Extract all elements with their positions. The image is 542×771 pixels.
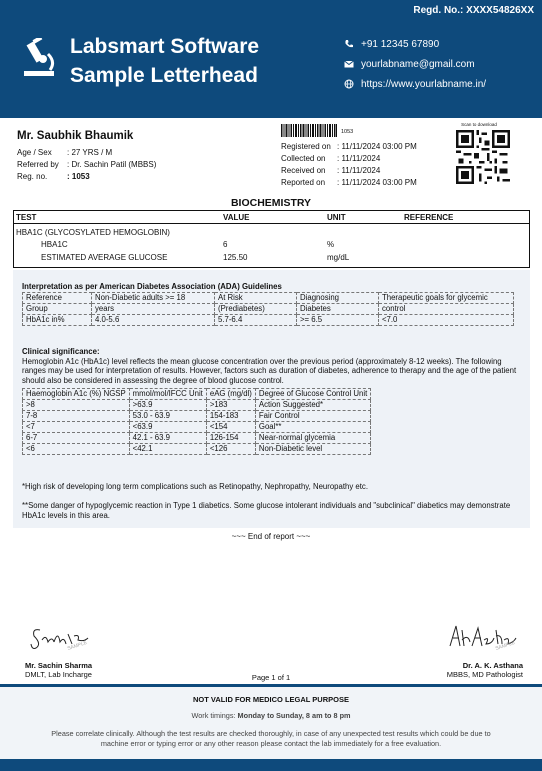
date-reported	[281, 176, 417, 188]
right-signatory-name: Dr. A. K. Asthana	[462, 661, 523, 670]
table-cell: mmol/mol/IFCC Unit	[129, 389, 206, 400]
date-value: : 11/11/2024	[337, 153, 381, 163]
table-cell: 42.1 - 63.9	[129, 433, 206, 444]
footer-bar	[0, 759, 542, 771]
right-signatory-title: MBBS, MD Pathologist	[446, 670, 523, 679]
qr-block	[437, 122, 521, 186]
footer	[0, 684, 542, 771]
email-row	[344, 54, 486, 74]
table-cell: 154-183	[206, 411, 255, 422]
header-test: TEST	[16, 212, 37, 222]
date-value: : 11/11/2024	[337, 165, 381, 175]
table-cell: Action Suggested*	[255, 400, 370, 411]
table-cell: >183	[206, 400, 255, 411]
table-cell: eAG (mg/dl)	[206, 389, 255, 400]
table-row	[23, 315, 514, 326]
table-cell: 53.0 - 63.9	[129, 411, 206, 422]
note-complications: *High risk of developing long term complications such as Retinopathy, Nephropathy, Neuropathy etc.	[22, 482, 368, 491]
table-cell: Diabetes	[297, 304, 379, 315]
website-link[interactable]: https://www.yourlabname.in/	[361, 78, 487, 90]
reg-value: : 1053	[67, 171, 90, 181]
disclaimer: Please correlate clinically. Although the test results are checked thoroughly, in case of any unexpected test results which could be due to machine error or typing error or any other reason please contact the lab immediately for a free evaluation.	[51, 729, 491, 748]
barcode	[281, 124, 337, 137]
table-row	[14, 239, 529, 252]
sample-dates	[281, 140, 417, 188]
date-received	[281, 164, 417, 176]
page-number: Page 1 of 1	[251, 673, 291, 682]
table-cell: <7.0	[379, 315, 514, 326]
table-row	[23, 304, 514, 315]
test-unit: mg/dL	[327, 252, 350, 262]
age-sex-value: : 27 YRS / M	[67, 147, 113, 157]
table-cell: >= 6.5	[297, 315, 379, 326]
not-valid-notice: NOT VALID FOR MEDICO LEGAL PURPOSE	[193, 695, 349, 704]
clinical-text: Hemoglobin A1c (HbA1c) level reflects the mean glucose concentration over the previous period (approximately 8-12 weeks). The following ranges may be used for interpretation of results. However, factors such as duration of diabetes, adherence to therapy and the age of the patient should also be considered in assessing the degree of blood glucose control.	[22, 356, 517, 385]
table-cell: 5.7-6.4	[215, 315, 297, 326]
lab-title-line1: Labsmart Software	[70, 35, 260, 58]
reg-label: Reg. no.	[17, 171, 48, 181]
age-sex-label: Age / Sex	[17, 147, 52, 157]
test-value: 125.50	[223, 252, 248, 262]
email-address[interactable]: yourlabname@gmail.com	[361, 58, 475, 70]
lab-title-line2: Sample Letterhead	[70, 64, 258, 87]
table-cell: Group	[23, 304, 92, 315]
right-signature	[446, 620, 522, 654]
timings-label: Work timings:	[191, 711, 238, 720]
table-row	[23, 293, 514, 304]
date-label: Received on	[281, 165, 326, 175]
table-row	[23, 389, 371, 400]
test-value: 6	[223, 240, 228, 250]
referred-value: : Dr. Sachin Patil (MBBS)	[67, 159, 157, 169]
registration-number: Regd. No.: XXXX54826XX	[413, 5, 534, 16]
left-signature	[28, 622, 93, 654]
table-cell: <126	[206, 444, 255, 455]
table-cell: years	[92, 304, 215, 315]
left-signatory-name: Mr. Sachin Sharma	[25, 661, 93, 670]
table-cell: <63.9	[129, 422, 206, 433]
interpretation-title: Interpretation as per American Diabetes Association (ADA) Guidelines	[22, 282, 282, 291]
table-cell: Goal**	[255, 422, 370, 433]
table-cell: Reference	[23, 293, 92, 304]
header-reference: REFERENCE	[404, 212, 454, 222]
test-unit: %	[327, 240, 335, 250]
letterhead-header	[0, 0, 542, 118]
date-label: Registered on	[281, 141, 331, 151]
table-cell: (Prediabetes)	[215, 304, 297, 315]
end-of-report: ~~~ End of report ~~~	[231, 532, 311, 541]
table-cell: 6-7	[23, 433, 130, 444]
table-row	[23, 400, 371, 411]
date-value: : 11/11/2024 03:00 PM	[337, 177, 417, 187]
table-cell: Haemoglobin A1c (%) NGSP	[23, 389, 130, 400]
glucose-control-table	[22, 388, 371, 455]
header-value: VALUE	[223, 212, 250, 222]
globe-icon	[344, 79, 354, 89]
table-row	[23, 422, 371, 433]
qr-code-icon[interactable]	[456, 130, 510, 184]
header-unit: UNIT	[327, 212, 346, 222]
date-registered	[281, 140, 417, 152]
phone-number: +91 12345 67890	[361, 38, 440, 50]
table-cell: <6	[23, 444, 130, 455]
lab-title	[70, 32, 259, 90]
date-label: Collected on	[281, 153, 326, 163]
date-label: Reported on	[281, 177, 326, 187]
table-cell: <42.1	[129, 444, 206, 455]
flask-logo-icon	[22, 38, 56, 78]
table-cell: 4.0-5.6	[92, 315, 215, 326]
ada-table	[22, 292, 514, 326]
timings-value: Monday to Sunday, 8 am to 8 pm	[237, 711, 351, 720]
work-timings	[0, 711, 542, 720]
table-cell: <154	[206, 422, 255, 433]
table-row	[23, 433, 371, 444]
table-cell: At Risk	[215, 293, 297, 304]
table-cell: Diagnosing	[297, 293, 379, 304]
contact-info	[344, 34, 486, 94]
sample-stamp: SAMPLE	[494, 639, 516, 652]
email-icon	[344, 59, 354, 69]
table-cell: Near-normal glycemia	[255, 433, 370, 444]
table-cell: control	[379, 304, 514, 315]
table-cell: >63.9	[129, 400, 206, 411]
table-cell: Fair Control	[255, 411, 370, 422]
table-cell: <7	[23, 422, 130, 433]
left-signatory-title: DMLT, Lab Incharge	[25, 670, 92, 679]
table-cell: Degree of Glucose Control Unit	[255, 389, 370, 400]
table-row	[14, 251, 529, 264]
scan-label: Scan to download	[461, 122, 497, 127]
phone-icon	[344, 39, 354, 49]
test-name: ESTIMATED AVERAGE GLUCOSE	[41, 252, 168, 262]
test-name: HBA1C	[41, 240, 68, 250]
test-group-name: HBA1C (GLYCOSYLATED HEMOGLOBIN)	[16, 227, 170, 237]
website-row	[344, 74, 486, 94]
patient-name: Mr. Saubhik Bhaumik	[17, 130, 134, 142]
patient-info	[17, 130, 156, 182]
results-body	[13, 224, 530, 268]
reg-row	[17, 170, 156, 182]
table-cell: Non-Diabetic adults >= 18	[92, 293, 215, 304]
barcode-number: 1053	[341, 129, 354, 135]
date-collected	[281, 152, 417, 164]
table-row	[23, 444, 371, 455]
table-cell: 7-8	[23, 411, 130, 422]
age-sex-row	[17, 146, 156, 158]
results-header	[13, 210, 530, 224]
interpretation-panel	[13, 270, 530, 528]
clinical-significance	[22, 347, 522, 385]
table-cell: HbA1c in%	[23, 315, 92, 326]
referred-row	[17, 158, 156, 170]
department-title: BIOCHEMISTRY	[230, 197, 312, 209]
clinical-title: Clinical significance:	[22, 347, 100, 356]
table-cell: 126-154	[206, 433, 255, 444]
sample-stamp: SAMPLE	[66, 639, 88, 652]
referred-label: Referred by	[17, 159, 59, 169]
table-cell: >8	[23, 400, 130, 411]
table-row	[23, 411, 371, 422]
date-value: : 11/11/2024 03:00 PM	[337, 141, 417, 151]
note-hypoglycemia: **Some danger of hypoglycemic reaction in Type 1 diabetics. Some glucose intolerant individuals and "subclinical" diabetics may demonstrate HbA1c levels in this area.	[22, 501, 511, 520]
table-cell: Non-Diabetic level	[255, 444, 370, 455]
results-table	[13, 210, 530, 268]
test-group-row	[14, 226, 529, 239]
phone-row	[344, 34, 486, 54]
table-cell: Therapeutic goals for glycemic	[379, 293, 514, 304]
